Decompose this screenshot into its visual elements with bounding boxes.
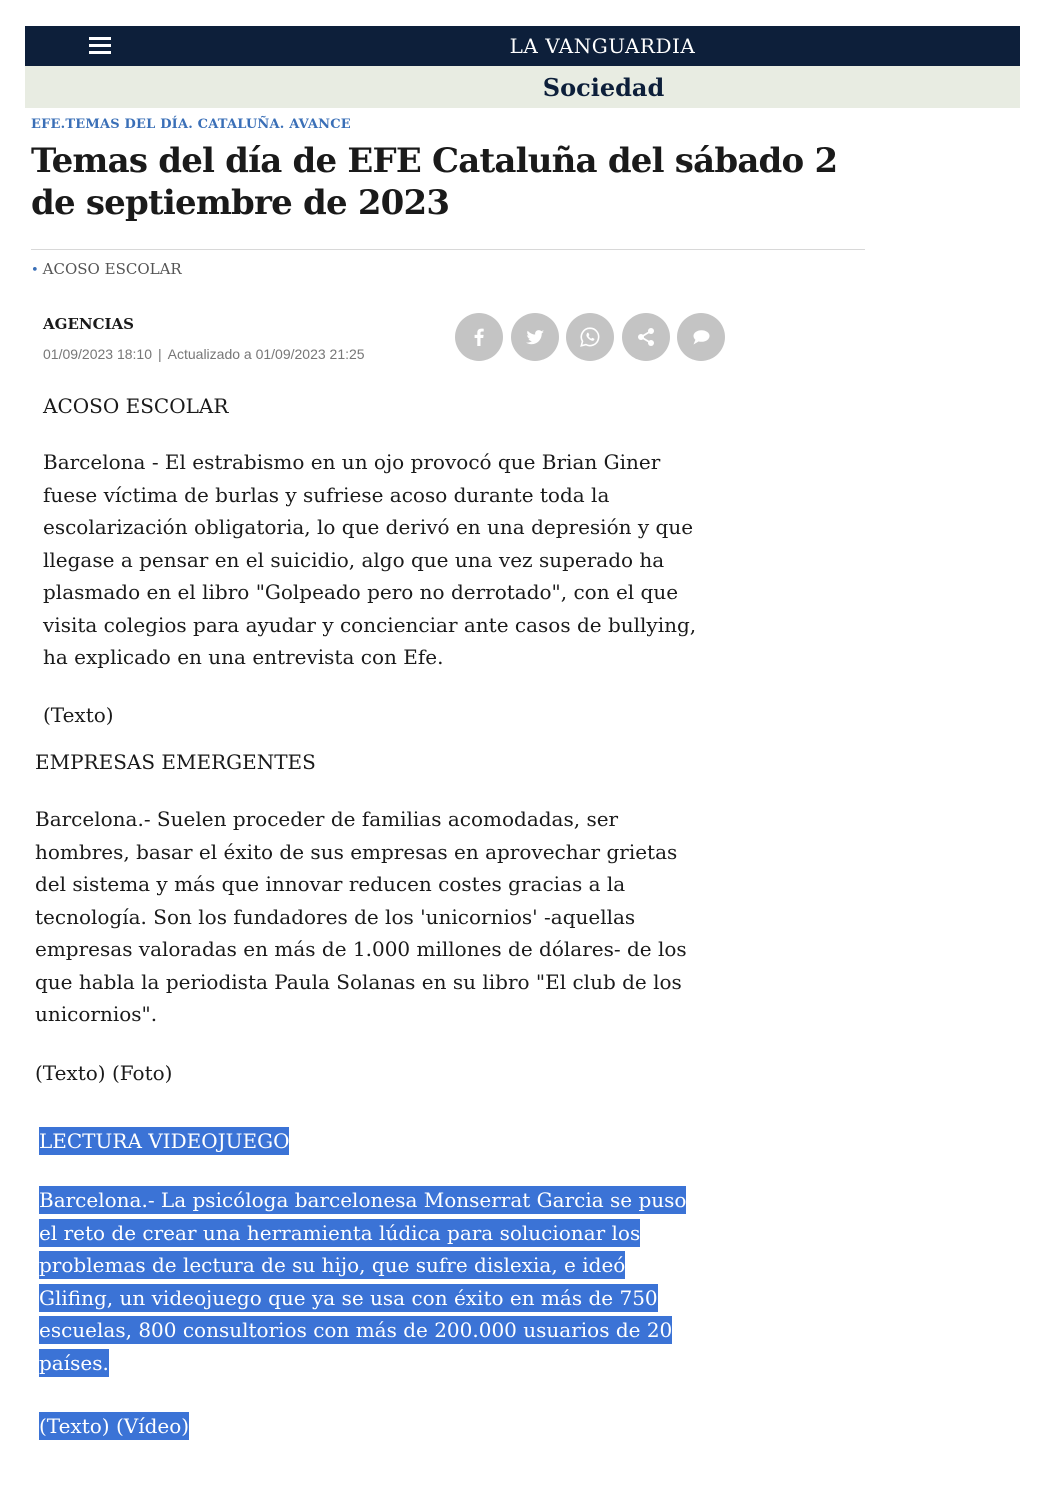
author-name[interactable]: AGENCIAS [43,315,135,333]
topic-label: ACOSO ESCOLAR [42,260,182,278]
share-icon [634,325,658,349]
comments-button[interactable] [677,313,725,361]
block-3-heading [39,1125,733,1158]
selected-text-line: escuelas, 800 consultorios con más de 200.000 usuarios de 20 [39,1318,673,1342]
body-line: Barcelona - El estrabismo en un ojo provocó que Brian Giner [43,450,661,474]
hamburger-menu-icon[interactable] [89,37,111,54]
body-line: ha explicado en una entrevista con Efe. [43,645,444,669]
date-separator: | [158,346,162,362]
twitter-icon [523,325,547,349]
whatsapp-icon [578,325,602,349]
article-dates [43,346,365,362]
body-line: visita colegios para ayudar y concienciar ante casos de bullying, [43,612,697,637]
twitter-share-button[interactable] [511,313,559,361]
block-2-body [35,803,733,1031]
top-navigation-bar [25,26,1020,66]
article-headline: Temas del día de EFE Cataluña del sábado 2 de septiembre de 2023 [31,141,838,223]
body-line: unicornios". [35,1002,158,1026]
body-line: tecnología. Son los fundadores de los 'unicornios' -aquellas [35,904,636,929]
body-line: Barcelona.- Suelen proceder de familias acomodadas, ser [35,807,619,831]
body-line: hombres, basar el éxito de sus empresas en aprovechar grietas [35,839,678,864]
generic-share-button[interactable] [622,313,670,361]
body-line: fuese víctima de burlas y sufriese acoso durante toda la [43,482,610,507]
section-bar [25,66,1020,108]
selected-text: (Texto) (Vídeo) [39,1414,190,1438]
facebook-icon [467,325,491,349]
section-title[interactable]: Sociedad [542,73,665,102]
selected-text-line: problemas de lectura de su hijo, que sufre dislexia, e ideó [39,1253,626,1277]
selected-text-line: el reto de crear una herramienta lúdica para solucionar los [39,1220,641,1245]
body-line: plasmado en el libro "Golpeado pero no derrotado", con el que [43,580,679,604]
block-3-body [39,1184,733,1379]
selected-text-line: Barcelona.- La psicóloga barcelonesa Monserrat Garcia se puso [39,1188,687,1212]
topic-tag[interactable] [31,260,182,278]
selected-text-line: países. [39,1350,109,1375]
whatsapp-share-button[interactable] [566,313,614,361]
body-line: empresas valoradas en más de 1.000 millones de dólares- de los [35,937,687,961]
block-3-credits [39,1410,733,1443]
updated-date: Actualizado a 01/09/2023 21:25 [167,346,365,362]
selected-text-line: Glifing, un videojuego que ya se usa con éxito en más de 750 [39,1285,658,1310]
block-1-body [43,446,733,674]
site-logo[interactable]: LA VANGUARDIA [509,34,696,58]
comment-icon [689,325,713,349]
facebook-share-button[interactable] [455,313,503,361]
divider [31,249,865,250]
body-line: que habla la periodista Paula Solanas en su libro "El club de los [35,969,682,994]
body-line: del sistema y más que innovar reducen costes gracias a la [35,872,626,896]
block-2-credits: (Texto) (Foto) [35,1061,173,1085]
block-2-heading: EMPRESAS EMERGENTES [35,750,316,774]
body-line: escolarización obligatoria, lo que derivó en una depresión y que [43,515,694,539]
article-tagline: EFE.TEMAS DEL DÍA. CATALUÑA. AVANCE [31,117,351,132]
published-date: 01/09/2023 18:10 [43,346,152,362]
block-1-credits: (Texto) [43,703,114,727]
block-1-heading: ACOSO ESCOLAR [43,394,229,418]
bullet-icon: • [31,263,39,278]
body-line: llegase a pensar en el suicidio, algo que una vez superado ha [43,547,665,572]
selected-text: LECTURA VIDEOJUEGO [39,1129,290,1153]
